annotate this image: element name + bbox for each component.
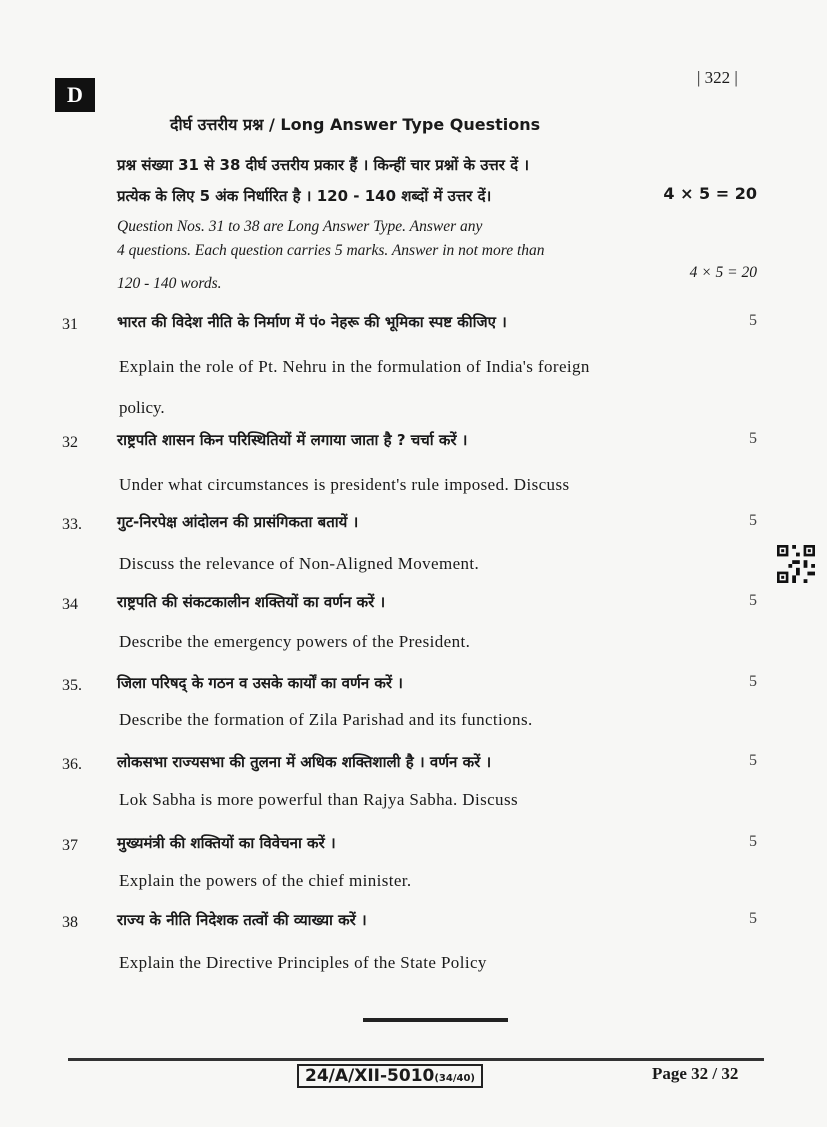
question-number: 38 (62, 914, 78, 931)
question-hindi: राज्य के नीति निदेशक तत्वों की व्याख्या करें । (117, 911, 367, 929)
instruction-hindi-line1: प्रश्न संख्या 31 से 38 दीर्घ उत्तरीय प्रकार हैं । किन्हीं चार प्रश्नों के उत्तर दें । (117, 156, 530, 174)
question-english: Under what circumstances is president's rule imposed. Discuss (119, 475, 570, 494)
instruction-hindi-line2: प्रत्येक के लिए 5 अंक निर्धारित है । 120 - 140 शब्दों में उत्तर दें। (117, 187, 492, 205)
question-english: Describe the emergency powers of the President. (119, 632, 471, 651)
end-divider (363, 1018, 508, 1022)
question-hindi: राष्ट्रपति की संकटकालीन शक्तियों का वर्णन करें । (117, 593, 386, 611)
instruction-english-marks: 4 × 5 = 20 (689, 264, 757, 281)
question-hindi: राष्ट्रपति शासन किन परिस्थितियों में लगाया जाता है ? चर्चा करें । (117, 431, 468, 449)
paper-code-sub: (34/40) (434, 1073, 475, 1084)
question-marks: 5 (749, 752, 757, 769)
question-english: Explain the Directive Principles of the State Policy (119, 953, 487, 972)
page-number: Page 32 / 32 (652, 1064, 739, 1083)
question-number: 35. (62, 677, 82, 694)
instruction-english-line3: 120 - 140 words. (117, 275, 222, 292)
question-hindi: जिला परिषद् के गठन व उसके कार्यों का वर्णन करें । (117, 674, 403, 692)
question-marks: 5 (749, 833, 757, 850)
question-marks: 5 (749, 673, 757, 690)
question-number: 32 (62, 434, 78, 451)
question-marks: 5 (749, 512, 757, 529)
question-english: Lok Sabha is more powerful than Rajya Sabha. Discuss (119, 790, 518, 809)
qr-code-icon (777, 545, 815, 583)
question-english: Discuss the relevance of Non-Aligned Movement. (119, 554, 480, 573)
section-title: दीर्घ उत्तरीय प्रश्न / Long Answer Type Questions (170, 115, 541, 134)
question-marks: 5 (749, 910, 757, 927)
question-english: Explain the powers of the chief minister. (119, 871, 412, 890)
question-english: Explain the role of Pt. Nehru in the formulation of India's foreign (119, 357, 590, 376)
question-hindi: भारत की विदेश नीति के निर्माण में पं० नेहरू की भूमिका स्पष्ट कीजिए । (117, 313, 507, 331)
question-english-continued: policy. (119, 398, 165, 417)
question-hindi: लोकसभा राज्यसभा की तुलना में अधिक शक्तिशाली है । वर्णन करें । (117, 753, 492, 771)
set-badge: D (55, 78, 95, 112)
question-marks: 5 (749, 430, 757, 447)
question-number: 33. (62, 516, 82, 533)
question-number: 34 (62, 596, 78, 613)
question-number: 37 (62, 837, 78, 854)
question-marks: 5 (749, 312, 757, 329)
paper-code-box (297, 1064, 483, 1088)
question-english: Describe the formation of Zila Parishad and its functions. (119, 710, 533, 729)
paper-code: 24/A/XII-5010 (305, 1066, 435, 1086)
instruction-english-line2: 4 questions. Each question carries 5 marks. Answer in not more than (117, 242, 545, 259)
question-number: 31 (62, 316, 78, 333)
page-code: | 322 | (697, 68, 738, 87)
question-hindi: गुट-निरपेक्ष आंदोलन की प्रासंगिकता बतायें । (117, 513, 359, 531)
question-hindi: मुख्यमंत्री की शक्तियों का विवेचना करें । (117, 834, 336, 852)
question-marks: 5 (749, 592, 757, 609)
instruction-hindi-marks: 4 × 5 = 20 (663, 184, 757, 203)
question-number: 36. (62, 756, 82, 773)
footer-rule (68, 1058, 764, 1061)
instruction-english-line1: Question Nos. 31 to 38 are Long Answer Type. Answer any (117, 218, 483, 235)
